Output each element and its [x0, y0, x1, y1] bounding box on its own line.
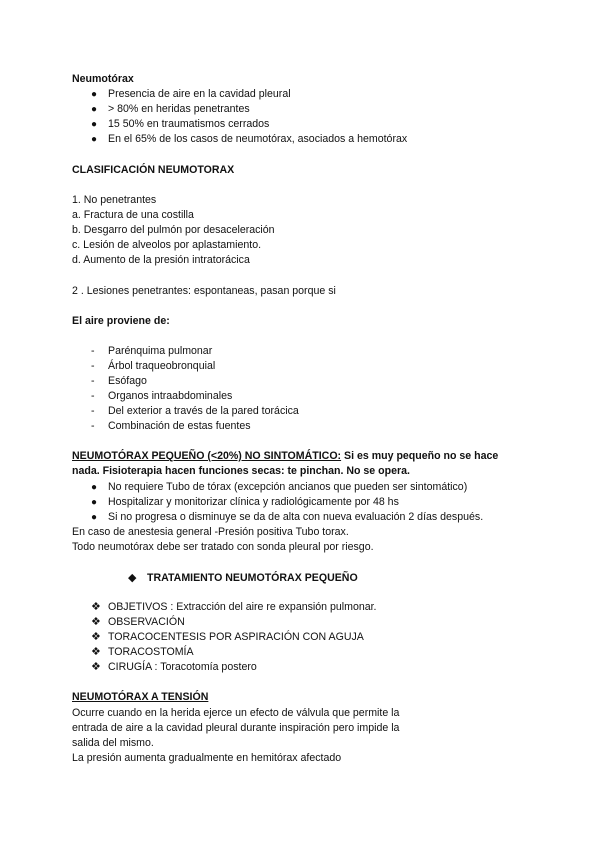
section-title-clasificacion: CLASIFICACIÓN NEUMOTORAX: [72, 164, 235, 176]
list-item: Si no progresa o disminuye se da de alta con nueva evaluación 2 días después.: [108, 511, 484, 523]
list-item: b. Desgarro del pulmón por desaceleración: [72, 224, 275, 236]
section-title-pequeno-line2: nada. Fisioterapia hacen funciones secas: te pinchan. No se opera.: [72, 465, 410, 477]
paragraph-note: En caso de anestesia general -Presión positiva Tubo torax.: [72, 526, 349, 538]
list-item: CIRUGÍA : Toracotomía postero: [108, 661, 257, 673]
star-bullet-icon: ❖: [91, 646, 101, 658]
list-item: No requiere Tubo de tórax (excepción ancianos que pueden ser sintomático): [108, 481, 468, 493]
star-bullet-icon: ❖: [91, 631, 101, 643]
bullet-dot-icon: ●: [91, 497, 98, 508]
bullet-dot-icon: ●: [91, 482, 98, 493]
paragraph-note: Todo neumotórax debe ser tratado con sonda pleural por riesgo.: [72, 541, 374, 553]
section-title-tension: NEUMOTÓRAX A TENSIÓN: [72, 691, 209, 703]
dash-icon: -: [91, 375, 95, 387]
list-item: En el 65% de los casos de neumotórax, asociados a hemotórax: [108, 133, 408, 145]
bullet-dot-icon: ●: [91, 89, 98, 100]
list-item: > 80% en heridas penetrantes: [108, 103, 250, 115]
list-item: Del exterior a través de la pared torácica: [108, 405, 299, 417]
dash-icon: -: [91, 405, 95, 417]
list-item: c. Lesión de alveolos por aplastamiento.: [72, 239, 262, 251]
dash-icon: -: [91, 360, 95, 372]
star-bullet-icon: ❖: [91, 601, 101, 613]
star-bullet-icon: ❖: [91, 616, 101, 628]
list-item: Combinación de estas fuentes: [108, 420, 251, 432]
bullet-dot-icon: ●: [91, 134, 98, 145]
paragraph-line: entrada de aire a la cavidad pleural durante inspiración pero impide la: [72, 722, 400, 734]
list-item: Esófago: [108, 375, 147, 387]
list-item: OBSERVACIÓN: [108, 616, 185, 628]
section-title-tratamiento: TRATAMIENTO NEUMOTÓRAX PEQUEÑO: [147, 572, 358, 584]
list-item: Árbol traqueobronquial: [108, 360, 216, 372]
section-title-pequeno: [72, 450, 498, 463]
list-item: Hospitalizar y monitorizar clínica y radiológicamente por 48 hs: [108, 496, 399, 508]
section-title-aire: El aire proviene de:: [72, 315, 170, 327]
bullet-dot-icon: ●: [91, 104, 98, 115]
list-item: d. Aumento de la presión intratorácica: [72, 254, 250, 266]
list-item: OBJETIVOS : Extracción del aire re expansión pulmonar.: [108, 601, 377, 613]
dash-icon: -: [91, 345, 95, 357]
bullet-dot-icon: ●: [91, 512, 98, 523]
section-title-neumotorax: Neumotórax: [72, 73, 134, 85]
list-item: Organos intraabdominales: [108, 390, 233, 402]
bullet-dot-icon: ●: [91, 119, 98, 130]
list-item: 15 50% en traumatismos cerrados: [108, 118, 270, 130]
dash-icon: -: [91, 420, 95, 432]
dash-icon: -: [91, 390, 95, 402]
diamond-icon: ◆: [128, 572, 137, 584]
title-underlined: NEUMOTÓRAX PEQUEÑO (<20%) NO SINTOMÁTICO:: [72, 450, 342, 462]
list-item: TORACOCENTESIS POR ASPIRACIÓN CON AGUJA: [108, 631, 364, 643]
title-rest: Si es muy pequeño no se hace: [341, 450, 499, 462]
list-item: a. Fractura de una costilla: [72, 209, 194, 221]
list-item: 1. No penetrantes: [72, 194, 157, 206]
list-item: TORACOSTOMÍA: [108, 646, 194, 658]
paragraph-penetrantes: 2 . Lesiones penetrantes: espontaneas, pasan porque si: [72, 285, 336, 297]
paragraph-line: Ocurre cuando en la herida ejerce un efecto de válvula que permite la: [72, 707, 400, 719]
star-bullet-icon: ❖: [91, 661, 101, 673]
list-item: Parénquima pulmonar: [108, 345, 213, 357]
paragraph-line: La presión aumenta gradualmente en hemitórax afectado: [72, 752, 342, 764]
paragraph-line: salida del mismo.: [72, 737, 154, 749]
list-item: Presencia de aire en la cavidad pleural: [108, 88, 291, 100]
